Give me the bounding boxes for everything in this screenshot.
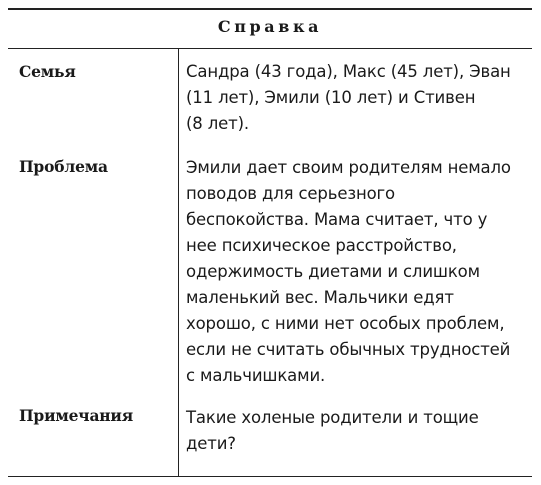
row-value-family: Сандра (43 года), Макс (45 лет), Эван (11 лет), Эмили (10 лет) и Стивен (8 лет). — [186, 62, 511, 133]
top-border — [8, 8, 532, 10]
row-label-problem: Проблема — [19, 157, 108, 176]
row-label-family: Семья — [19, 62, 76, 81]
header-divider — [8, 48, 532, 49]
row-value-problem: Эмили дает своим родителям немало поводов для серьезного беспокойства. Мама считает, что у нее психическое расстройство, одержимость диетами и слишком маленький вес. Мальчики едят хорошо, с ними нет особых проблем, если не считать обычных трудностей с мальчишками. — [186, 158, 511, 385]
table-title: Справка — [217, 17, 323, 36]
column-divider — [178, 48, 179, 477]
row-label-notes: Примечания — [19, 406, 133, 425]
bottom-border — [8, 476, 532, 477]
row-value-notes: Такие холеные родители и тощие дети? — [186, 408, 479, 453]
